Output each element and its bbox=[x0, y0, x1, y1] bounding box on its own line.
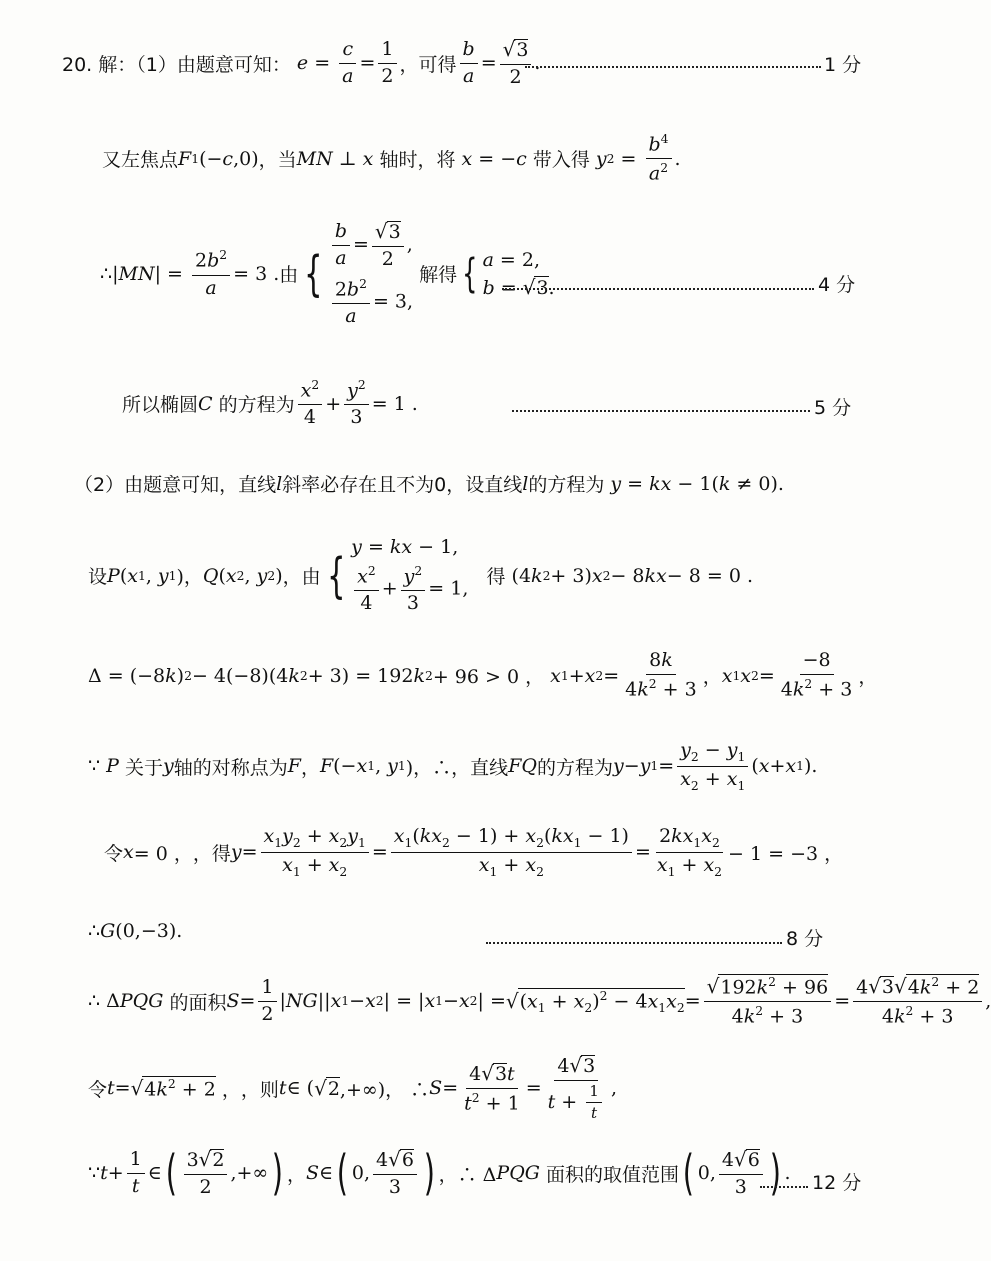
line-9: 令 x = 0 ， ，得 y = $\frac{x_1y_2 + x_2y_1}{x_1 + x_2}$ = $\frac{x_1(kx_2 - 1) + x_2(kx_1 - 1)}{x_1 + x_2}$ = $\frac{2kx_1x_2}{x_1 + x_2}$ − 1 = −3 ， bbox=[104, 825, 844, 879]
line-6: 设 P ( x 1 , y 1 )， Q ( x 2 , y 2 ) ，由 { y = kx − 1, $\frac{x^2}{4}$ + $\frac{y^2}{3}$ = 1, 得 (4 k 2 + 3) x 2 − 8 kx − 8 = 0 . bbox=[88, 536, 753, 615]
score-4: 4 分 bbox=[818, 274, 856, 296]
score-8: 8 分 bbox=[786, 928, 824, 950]
line-13: ∵ t + $\frac{1}{t}$ ∈ ( $\frac{3√2}{2}$ ,+∞ ) ， S ∈ ( 0, $\frac{4√6}{3}$ ) ，∴ Δ PQG 面积的取值范围 ( 0, $\frac{4√6}{3}$ ) . bbox=[88, 1145, 791, 1202]
dot-leader bbox=[502, 288, 814, 290]
line-8: ∵ P 关于 y 轴的对称点为 F ， F (− x 1 , y 1 )，∴ ，直线 FQ 的方程为 y − y 1 = $\frac{y_2 - y_1}{x_2 + x_1}$ ( x + x 1 ). bbox=[88, 739, 818, 793]
line-1: 20. 解：（1）由题意可知： e = $\frac{c}{a}$ = $\frac{1}{2}$ ，可得 $\frac{b}{a}$ = $\frac{√3}{2}$ . bbox=[62, 37, 541, 88]
line-1-prefix: 20. 解：（1）由题意可知： bbox=[62, 53, 291, 76]
line-4: 所以椭圆 C 的方程为 $\frac{x^2}{4}$ + $\frac{y^2}{3}$ = 1 . bbox=[122, 378, 418, 429]
line-1-mid: ，可得 bbox=[399, 53, 457, 76]
score-5: 5 分 bbox=[814, 397, 852, 419]
line-12: 令 t = √ $4k^2 + 2$ ， ，则 t ∈ ( √ 2 ,+∞)， ∴ S = $\frac{4√3t}{t^2 + 1}$ = 4√3 t + $\frac{1}{t}$ , bbox=[88, 1053, 617, 1123]
line-7: Δ = (−8 k ) 2 − 4(−8)(4 k 2 + 3) = 192 k 2 + 96 > 0 ， x 1 + x 2 = $\frac{8k}{4k^2 + 3}$ ， x 1 x 2 = $\frac{-8}{4k^2 + 3}$ ， bbox=[88, 649, 878, 701]
line-11: ∴ Δ PQG 的面积 S = $\frac{1}{2}$ | NG || x 1 − x 2 | = | x 1 − x 2 | = √ $(x_1 + x_2)^2 - 4x_1x_2$ = $\frac{√192k^2 + 96}{4k^2 + 3}$ = $\frac{4√3√4k^2 + 2}{4k^2 + 3}$ , bbox=[88, 974, 991, 1028]
dot-leader bbox=[760, 1186, 808, 1188]
line-3: ∴| MN | = $\frac{2b^2}{a}$ = 3 . 由 { $\frac{b}{a}$ = $\frac{√3}{2}$ , $\frac{2b^2}{a}$ = 3, 解得 { a = 2, b = √3. bbox=[100, 219, 555, 327]
line-5: （2）由题意可知，直线 l 斜率必存在且不为0，设直线 l 的方程为 y = kx − 1( k ≠ 0). bbox=[74, 472, 784, 496]
score-12: 12 分 bbox=[812, 1172, 862, 1194]
dot-leader bbox=[525, 66, 821, 68]
score-1: 1 分 bbox=[824, 54, 862, 76]
line-2: 又左焦点 F 1 (− c ,0) ，当 MN ⊥ x 轴时，将 x = − c 带入得 y 2 = $\frac{b^4}{a^2}$ . bbox=[102, 132, 681, 185]
dot-leader bbox=[512, 410, 810, 412]
dot-leader bbox=[486, 942, 782, 944]
line-10: ∴ G (0,−3). bbox=[88, 920, 183, 942]
